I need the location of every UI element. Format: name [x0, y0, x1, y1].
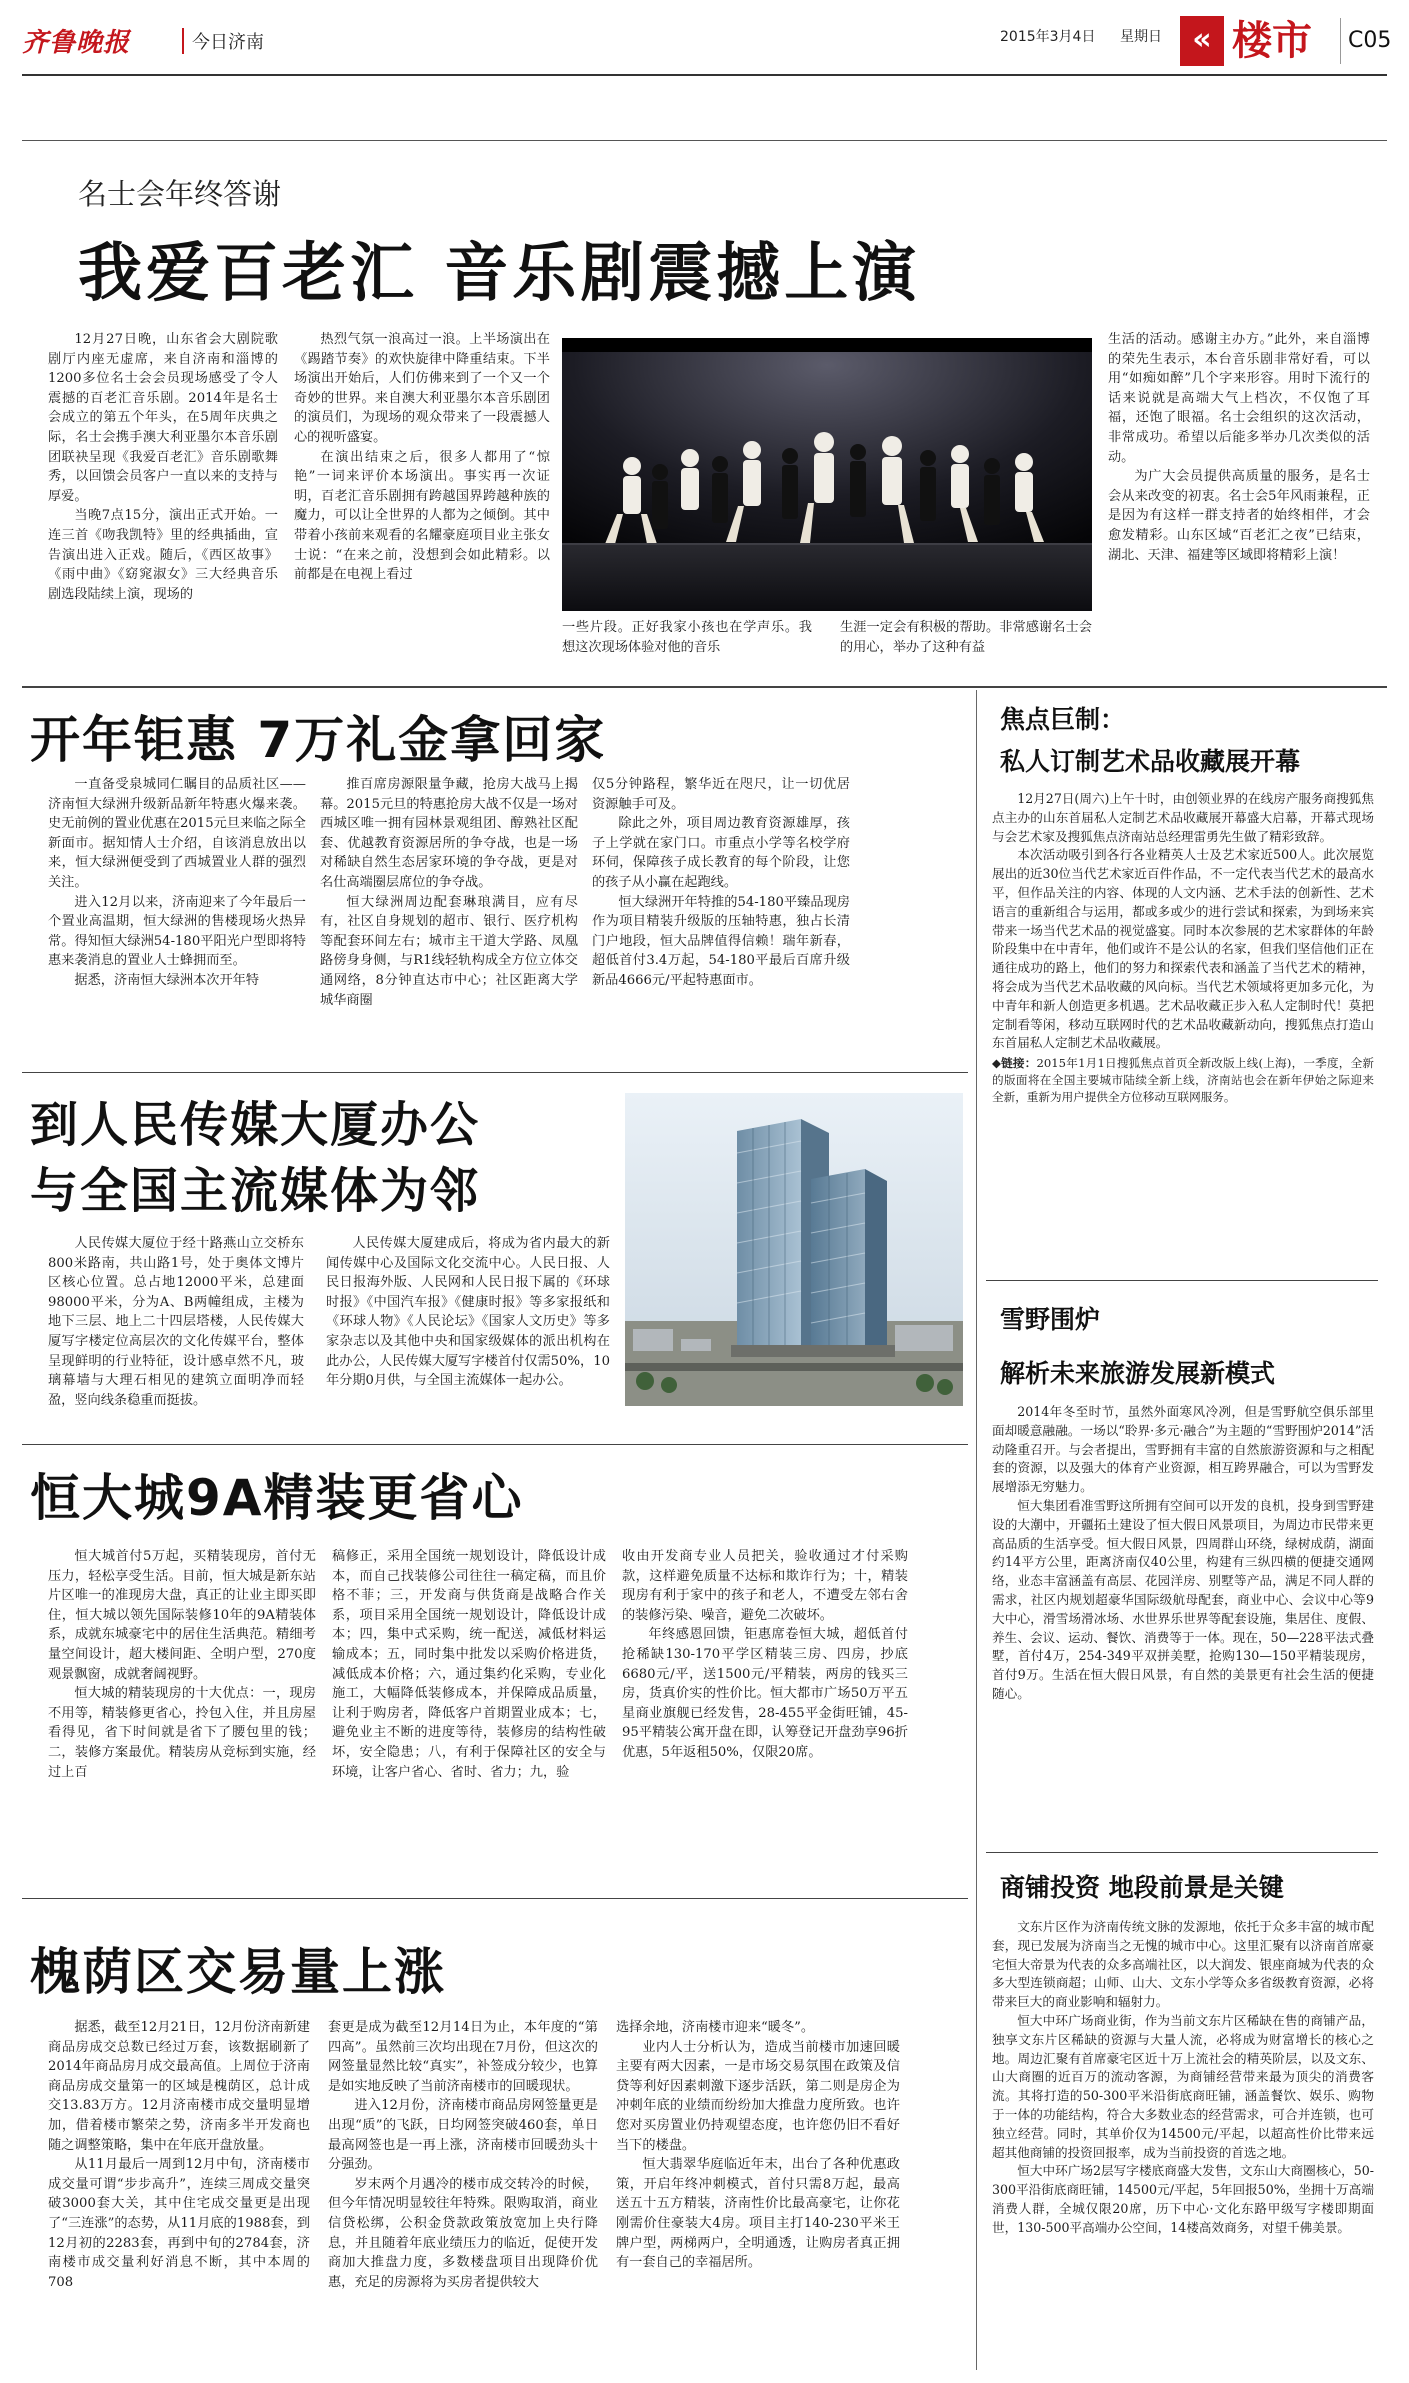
story4-col1-p2: 恒大城的精装现房的十大优点：一，现房不用等，精装修更省心，拎包入住，并且房屋看得见，省下时间就是省下了腰包里的钱；二，装修方案最优。精装房从竞标到实施，经过上百	[48, 1686, 316, 1780]
story1-column-4	[840, 618, 1092, 676]
story1-headline: 我爱百老汇 音乐剧震撼上演	[78, 237, 921, 311]
story1-bottom-rule	[22, 686, 1387, 688]
story2-col2-p2: 恒大绿洲周边配套琳琅满目，应有尽有，社区自身规划的超市、银行、医疗机构等配套环间左右；城市主干道大学路、凤凰路傍身身侧，与R1线轻轨构成全方位立体交通网络，8分钟直达市中心；社区距离大学城华商圈	[320, 894, 578, 1008]
story1-col4-p1: 生涯一定会有积极的帮助。非常感谢名士会的用心，举办了这种有益	[840, 620, 1092, 655]
story3-column-1	[48, 1234, 304, 1430]
story1-column-3	[562, 618, 812, 676]
side1-body	[992, 790, 1374, 1256]
side3-p3: 恒大中环广场2层写字楼底商盛大发售，文东山大商圈核心，50-300平沿街底商旺铺，14500元/平起，5年回报50%，坐拥十万高端消费人群，全城仅限20席，历下中心·文化东路甲级写字楼即期面世，130-500平高端办公空间，14楼高效商务，对望千佛美景。	[992, 2163, 1374, 2235]
story4-col1-p1: 恒大城首付5万起，买精装现房，首付无压力，轻松享受生活。目前，恒大城是新东站片区唯一的准现房大盘，真正的让业主即买即住，恒大城以领先国际装修10年的9A精装体系，成就东城豪宅中的居住生活典范。精细考量空间设计，超大楼间距、全明户型，270度观景飘窗，成就奢阔视野。	[48, 1549, 316, 1682]
story1-col5-p1: 生活的活动。感谢主办方。”此外，来自淄博的荣先生表示，本台音乐剧非常好看，可以用“如痴如醉”几个字来形容。用时下流行的话来说就是高端大气上档次，不仅饱了耳福，还饱了眼福。名士会组织的这次活动，非常成功。希望以后能多举办几次类似的活动。	[1108, 332, 1370, 465]
section-chevron-icon: «	[1180, 16, 1224, 66]
story5-col1-p1: 据悉，截至12月21日，12月份济南新建商品房成交总数已经过万套，该数据刷新了2014年商品房月成交最高值。上周位于济南商品房成交量第一的区域是槐荫区，总计成交13.83万方。12月济南楼市成交量明显增加，借着楼市繁荣之势，济南多半开发商也随之调整策略，集中在年底开盘放量。	[48, 2020, 310, 2153]
page-number: C05	[1348, 28, 1392, 53]
story2-bottom-rule	[22, 1072, 968, 1073]
story2-col2-p1: 推百席房源限量争藏，抢房大战马上揭幕。2015元旦的特惠抢房大战不仅是一场对西城区唯一拥有园林景观组团、醇熟社区配套、优越教育资源居所的争夺战，也是一场对稀缺自然生态居家环境的争夺战，更是对名仕高端圈层席位的争夺战。	[320, 777, 578, 890]
side3-p1: 文东片区作为济南传统文脉的发源地，依托于众多丰富的城市配套，现已发展为济南当之无愧的城市中心。这里汇聚有以济南首席豪宅恒大帝景为代表的众多高端社区，以大润发、银座商城为代表的众多大型连锁商超；山师、山大、文东小学等众多省级教育资源，必将带来巨大的商业影响和辐射力。	[992, 1919, 1374, 2010]
side2-title: 解析未来旅游发展新模式	[1000, 1359, 1276, 1388]
newspaper-logo: 齐鲁晚报	[22, 28, 131, 58]
story2-column-3	[592, 775, 850, 1061]
story5-headline: 槐荫区交易量上涨	[30, 1943, 446, 2001]
story2-col1-p3: 据悉，济南恒大绿洲本次开年特	[74, 972, 260, 988]
story3-col1-p1: 人民传媒大厦位于经十路燕山立交桥东800米路南，共山路1号，处于奥体文博片区核心位置。总占地12000平米，总建面98000平米，分为A、B两幢组成，主楼为地下三层、地上二十四层塔楼，人民传媒大厦写字楼定位高层次的文化传媒平台，整体呈现鲜明的行业特征，设计感卓然不凡，玻璃幕墙与大理石相见的建筑立面明净而轻盈，竖向线条稳重而挺拔。	[48, 1236, 304, 1408]
musical-stage-photo	[562, 338, 1092, 611]
story5-col3-p2: 业内人士分析认为，造成当前楼市加速回暖主要有两大因素，一是市场交易氛围在政策及信贷等利好因素刺激下逐步活跃，第二则是房企为冲刺年底的业绩而纷纷加大推盘力度所致。也许您对买房置业仍持观望态度，也许您仍旧不看好当下的楼盘。	[616, 2039, 900, 2153]
side1-link-note	[992, 1055, 1374, 1106]
side1-link-label: ◆链接：	[992, 1056, 1037, 1071]
story5-col2-p3: 岁末两个月遇冷的楼市成交转冷的时候，但今年情况明显较往年特殊。限购取消，商业信贷松绑，公积金贷款政策放宽加上央行降息，并且随着年底业绩压力的临近，促使开发商加大推盘力度，多数楼盘项目出现降价优惠，充足的房源将为买房者提供较大	[328, 2176, 598, 2290]
side2-p2: 恒大集团看准雪野这所拥有空间可以开发的良机，投身到雪野建设的大潮中，开疆拓土建设了恒大假日风景项目，为周边市民带来更高品质的生活享受。恒大假日风景，四周群山环绕，绿树成荫，湖面约14平方公里，距离济南仅40公里，构建有三纵四横的便捷交通网络，业态丰富涵盖有高层、花园洋房、别墅等产品，满足不同人群的需求，社区内规划超豪华国际级航母配套，商业中心、会议中心等9大中心，滑雪场滑冰场、水世界乐世界等配套设施，集居住、度假、养生、会议、运动、餐饮、消费等于一体。现在，50—228平法式叠墅，首付4万，254-349平双拼美墅，抢购130—150平精装现房，首付9万。生活在恒大假日风景，有自然的美景更有社会生活的便捷随心。	[992, 1497, 1374, 1701]
right-column-divider	[976, 690, 977, 2370]
story2-col3-p3: 恒大绿洲开年特推的54-180平臻品现房作为项目精装升级版的压轴特惠，独占长清门户地段，恒大品牌值得信赖！瑞年新春，超低首付3.4万起，54-180平最后百席升级新品4666元/平起特惠面市。	[592, 894, 850, 988]
issue-weekday: 星期日	[1120, 29, 1162, 45]
story5-col2-p2: 进入12月份，济南楼市商品房网签量更是出现“质”的飞跃，日均网签突破460套，单日最高网签也是一再上涨，济南楼市回暖劲头十分强劲。	[328, 2098, 598, 2173]
side2-category: 雪野围炉	[1000, 1305, 1101, 1334]
tower-rendering-photo	[625, 1093, 963, 1406]
story1-col2-p2: 在演出结束之后，很多人都用了“惊艳”一词来评价本场演出。事实再一次证明，百老汇音乐剧拥有跨越国界跨越种族的魔力，可以让全世界的人都为之倾倒。其中带着小孩前来观看的名耀豪庭项目业主张女士说：“在来之前，没想到会如此精彩。以前都是在电视上看过	[294, 449, 550, 583]
masthead-divider	[1340, 18, 1341, 64]
story3-headline-line2: 与全国主流媒体为邻	[30, 1163, 481, 1219]
masthead	[22, 14, 1392, 72]
story4-col3-p2: 年终感恩回馈，钜惠席卷恒大城，超低首付抢稀缺130-170平学区精装三房、四房，抄底6680元/平，送1500元/平精装，两房的钱买三房，货真价实的性价比。恒大都市广场50万平五星商业旗舰已经发售，28-455平金街旺铺，45-95平精装公寓开盘在即，认筹登记开盘劲享96折优惠，5年返租50%，仅限20席。	[622, 1627, 908, 1760]
story3-col2-p1: 人民传媒大厦建成后，将成为省内最大的新闻传媒中心及国际文化交流中心。人民日报、人民日报海外版、人民网和人民日报下属的《环球时报》《中国汽车报》《健康时报》等多家报纸和《环球人物》《人民论坛》《国家人文历史》等多家杂志以及其他中央和国家级媒体的派出机构在此办公，人民传媒大厦写字楼首付仅需50%，10年分期0月供，与全国主流媒体一起办公。	[326, 1236, 610, 1389]
side1-p2: 本次活动吸引到各行各业精英人士及艺术家近500人。此次展览展出的近30位当代艺术家近百件作品，不一定代表当代艺术的最高水平，但作品关注的内容、体现的人文内涵、艺术手法的创新性、艺术语言的重新组合与运用，都或多或少的进行尝试和探索，为到场来宾带来一场当代艺术品的视觉盛宴。同时本次参展的艺术家群体的年龄阶段集中在中青年，他们或许不是公认的名家，但我们坚信他们正在通往成功的路上，他们的努力和探索代表和涵盖了当代艺术的精神，将会成为当代艺术品收藏的风向标。当代艺术领域将更加多元化，为中青年和新人创造更多机遇。艺术品收藏正步入私人定制时代！莫把定制看等闲，移动互联网时代的艺术品收藏新动向，搜狐焦点打造山东首届私人定制艺术品收藏展。	[992, 847, 1374, 1051]
story4-column-1	[48, 1547, 316, 1859]
story2-headline: 开年钜惠 7万礼金拿回家	[30, 711, 607, 769]
side2-p1: 2014年冬至时节，虽然外面寒风冷冽，但是雪野航空俱乐部里面却暖意融融。一场以“聆界·多元·融合”为主题的“雪野围炉2014”活动隆重召开。与会者提出，雪野拥有丰富的自然旅游资源和与之相配套的资源，以及强大的体育产业资源，相互跨界融合，可以为雪野发展增添无穷魅力。	[992, 1404, 1374, 1495]
story5-column-3	[616, 2018, 900, 2368]
story2-col3-p2: 除此之外，项目周边教育资源雄厚，孩子上学就在家门口。市重点小学等名校学府环伺，保障孩子成长教育的每个阶段，让您的孩子从小赢在起跑线。	[592, 816, 850, 890]
story4-bottom-rule	[22, 1898, 968, 1899]
story3-column-2	[326, 1234, 610, 1430]
story1-column-5	[1108, 330, 1370, 675]
story2-col1-p2: 进入12月以来，济南迎来了今年最后一个置业高温期，恒大绿洲的售楼现场火热异常。得知恒大绿洲54-180平阳光户型即将特惠来袭消息的置业人士蜂拥而至。	[48, 894, 306, 969]
story4-headline: 恒大城9A精装更省心	[30, 1469, 524, 1527]
side1-title: 私人订制艺术品收藏展开幕	[1000, 747, 1301, 776]
story1-col3-p1: 一些片段。正好我家小孩也在学声乐。我想这次现场体验对他的音乐	[562, 620, 812, 655]
side3-body	[992, 1918, 1374, 2370]
story3-headline-line1: 到人民传媒大厦办公	[30, 1097, 481, 1153]
story1-column-1	[48, 330, 278, 670]
side3-title: 商铺投资 地段前景是关键	[1000, 1873, 1284, 1902]
story2-col3-p1: 仅5分钟路程，繁华近在咫尺，让一切优居资源触手可及。	[592, 777, 850, 812]
musical-stage-image	[562, 338, 1092, 611]
side1-bottom-rule	[986, 1280, 1378, 1281]
story5-column-2	[328, 2018, 598, 2368]
side1-p1: 12月27日(周六)上午十时，由创领业界的在线房产服务商搜狐焦点主办的山东首届私人定制艺术品收藏展开幕盛大启幕，开幕式现场与会艺术家及搜狐焦点济南站总经理雷勇先生做了精彩致辞。	[992, 791, 1374, 844]
story1-col5-p2: 为广大会员提供高质量的服务，是名士会从来改变的初衷。名士会5年风雨兼程，正是因为有这样一群支持者的始终相伴，才会愈发精彩。山东区域“百老汇之夜”已结束，湖北、天津、福建等区域即将精彩上演！	[1108, 469, 1370, 563]
issue-date: 2015年3月4日	[1000, 29, 1096, 45]
story5-col3-p3: 恒大翡翠华庭临近年末，出台了各种优惠政策，开启年终冲刺模式，首付只需8万起，最高送五十五方精装，济南性价比最高豪宅，让你花刚需价住豪装大4房。项目主打140-230平米王牌户型，两梯两户，全明通透，让购房者真正拥有一套自己的幸福居所。	[616, 2157, 900, 2271]
side3-p2: 恒大中环广场商业街，作为当前文东片区稀缺在售的商铺产品，独享文东片区稀缺的资源与大量人流，必将成为财富增长的核心之地。周边汇聚有首席豪宅区近十万上流社会的精英阶层，以及文东、山大商圈的近百万的流动客源，为商铺经营带来最为顶尖的消费客流。其将打造的50-300平米沿街底商旺铺，涵盖餐饮、娱乐、购物于一体的功能结构，符合大多数业态的经营需求，可合并连锁，也可独立经营。同时，其单价仅为14500元/平起，以超高性价比带来远超其他商铺的投资回报率，成为当前投资的首选之地。	[992, 2012, 1374, 2160]
top-story-rule	[22, 140, 1387, 141]
story2-column-1	[48, 775, 306, 1061]
story4-col3-p1: 收由开发商专业人员把关，验收通过才付采购款，这样避免质量不达标和欺诈行为；十，精装现房有利于家中的孩子和老人，不遭受左邻右舍的装修污染、噪音，避免二次破坏。	[622, 1549, 908, 1623]
story5-col2-p1: 套更是成为截至12月14日为止，本年度的“第四高”。虽然前三次均出现在7月份，但这次的网签量显然比较“真实”，补签成分较少，也算是如实地反映了当前济南楼市的回暖现状。	[328, 2020, 598, 2094]
side2-bottom-rule	[986, 1852, 1378, 1853]
story4-column-3	[622, 1547, 908, 1859]
story1-col1-p2: 当晚7点15分，演出正式开始。一连三首《吻我凯特》里的经典插曲，宣告演出进入正戏。随后，《西区故事》《雨中曲》《窈窕淑女》三大经典音乐剧选段陆续上演，现场的	[48, 508, 278, 602]
story1-kicker: 名士会年终答谢	[78, 177, 282, 211]
story1-col1-p1: 12月27日晚，山东省会大剧院歌剧厅内座无虚席，来自济南和淄博的1200多位名士会会员现场感受了令人震撼的百老汇音乐剧。2014年是名士会成立的第五个年头，在5周年庆典之际，名士会携手澳大利亚墨尔本音乐剧团联袂呈现《我爱百老汇》音乐剧歌舞秀，以回馈会员客户一直以来的支持与厚爱。	[48, 332, 278, 504]
story5-col3-p1: 选择余地，济南楼市迎来“暖冬”。	[616, 2020, 815, 2035]
story5-col1-p2: 从11月最后一周到12月中旬，济南楼市成交量可谓“步步高升”，连续三周成交量突破3000套大关，其中住宅成交量更是出现了“三连涨”的态势，从11月底的1988套，到12月初的2283套，再到中旬的2784套，济南楼市成交量利好消息不断，其中本周的708	[48, 2157, 310, 2290]
story3-bottom-rule	[22, 1444, 968, 1445]
story4-column-2	[332, 1547, 606, 1859]
side1-link-text: 2015年1月1日搜狐焦点首页全新改版上线(上海)，一季度，全新的版面将在全国主要城市陆续全新上线，济南站也会在新年伊始之际迎来全新，重新为用户提供全方位移动互联网服务。	[992, 1056, 1374, 1105]
section-name: 楼市	[1232, 18, 1312, 64]
side2-body	[992, 1403, 1374, 1855]
story2-column-2	[320, 775, 578, 1061]
story1-col2-p1: 热烈气氛一浪高过一浪。上半场演出在《踢踏节奏》的欢快旋律中降重结束。下半场演出开始后，人们仿佛来到了一个又一个奇妙的世界。来自澳大利亚墨尔本音乐剧团的演员们，为现场的观众带来了一段震撼人心的视听盛宴。	[294, 332, 550, 445]
story4-col2-p1: 稿修正，采用全国统一规划设计，降低设计成本，而自己找装修公司往往一稿定稿，而且价格不菲；三，开发商与供货商是战略合作关系，项目采用全国统一规划设计，降低设计成本；四，集中式采购，统一配送，减低材料运输成本；五，同时集中批发以采购价格进货，减低成本价格；六，通过集约化采购，专业化施工，大幅降低装修成本，并保障成品质量，让利于购房者，降低客户首期置业成本；七，避免业主不断的进度等待，装修房的结构性破坏，安全隐患；八，有利于保障社区的安全与环境，让客户省心、省时、省力；九，验	[332, 1549, 606, 1780]
story5-column-1	[48, 2018, 310, 2368]
masthead-rule	[22, 74, 1387, 76]
side1-category: 焦点巨制：	[1000, 705, 1126, 734]
tower-rendering-image	[625, 1093, 963, 1406]
story1-column-2	[294, 330, 550, 670]
edition-name: 今日济南	[182, 28, 264, 54]
story2-col1-p1: 一直备受泉城同仁瞩目的品质社区——济南恒大绿洲升级新品新年特惠火爆来袭。史无前例的置业优惠在2015元旦来临之际全新面市。据知情人士介绍，自该消息放出以来，恒大绿洲便受到了西城置业人群的强烈关注。	[48, 777, 306, 890]
